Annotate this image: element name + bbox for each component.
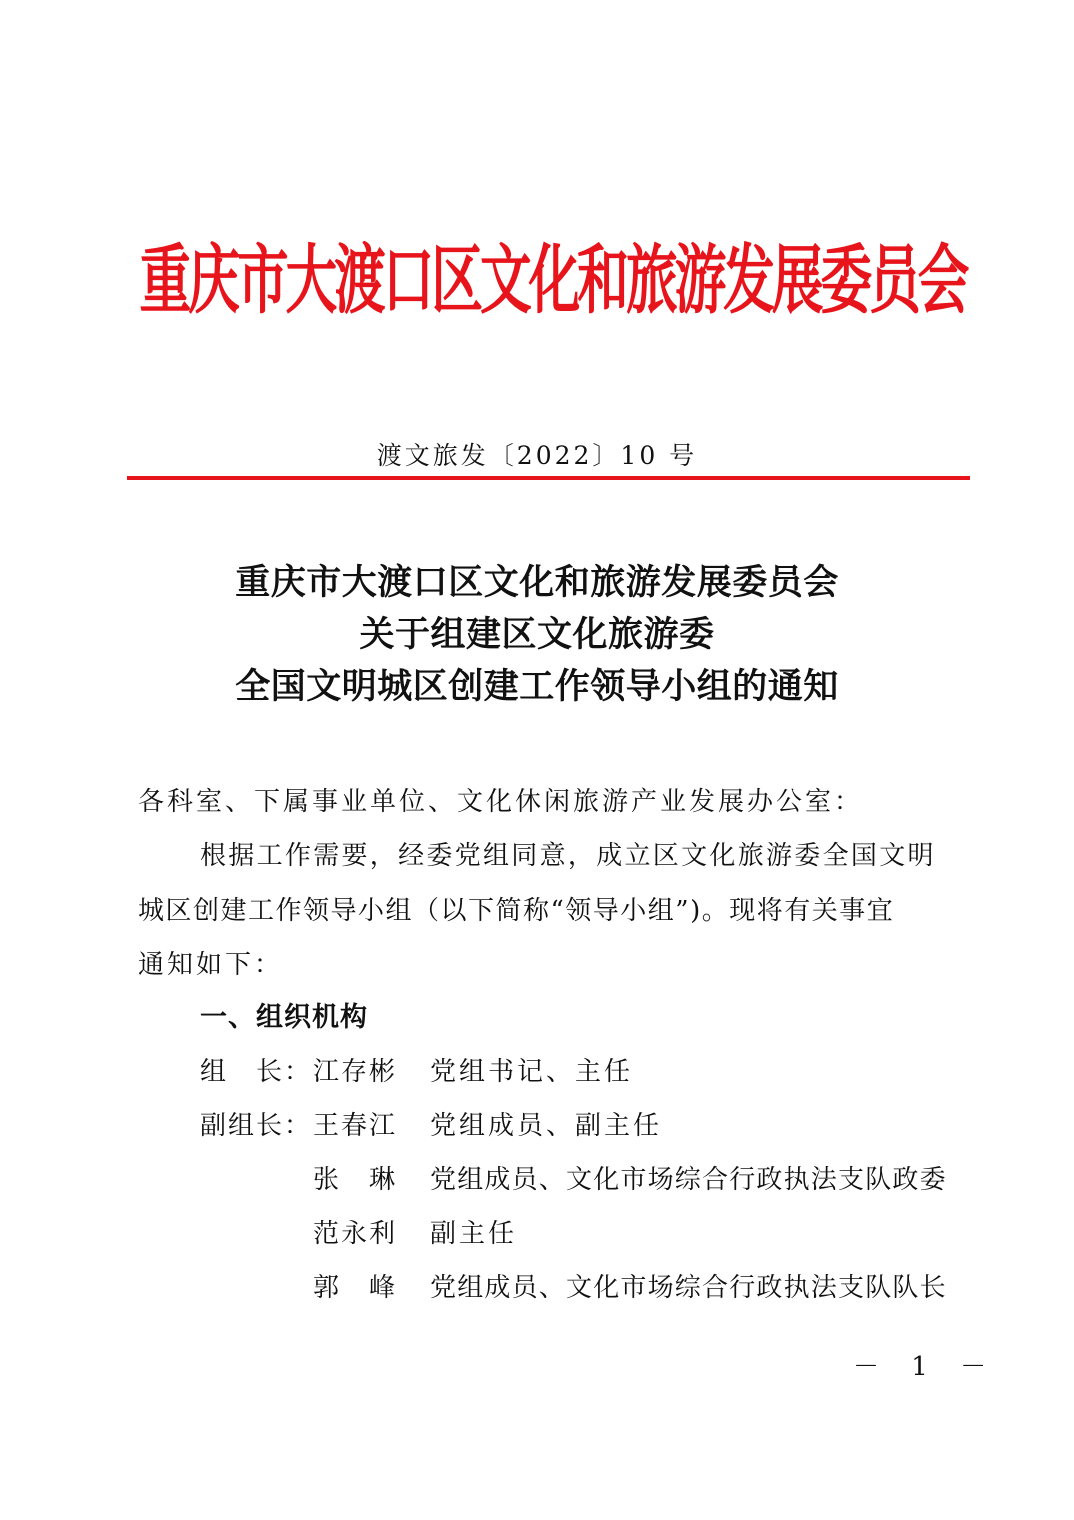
paragraph-line-1: 根据工作需要，经委党组同意，成立区文化旅游委全国文明 [200, 841, 936, 871]
member-name: 江存彬 [313, 1057, 398, 1087]
member-role: 组 长： [200, 1057, 313, 1087]
document-title-line-1: 重庆市大渡口区文化和旅游发展委员会 [235, 563, 839, 603]
document-title-line-3: 全国文明城区创建工作领导小组的通知 [235, 667, 839, 707]
paragraph-line-3: 通知如下： [138, 950, 284, 980]
member-position: 党组书记、主任 [430, 1057, 634, 1087]
member-name: 张 琳 [313, 1165, 398, 1195]
member-row [200, 1160, 960, 1200]
member-row [200, 1214, 960, 1254]
member-row [200, 1106, 960, 1146]
member-name: 郭 峰 [313, 1273, 398, 1303]
member-row [200, 1268, 960, 1308]
section-heading-organization: 一、组织机构 [200, 1002, 368, 1033]
member-name: 范永利 [313, 1219, 398, 1249]
document-title [0, 557, 1074, 713]
page-number: － 1 － [853, 1352, 999, 1382]
member-name: 王春江 [313, 1111, 398, 1141]
member-role: 副组长： [200, 1111, 313, 1141]
document-title-line-2: 关于组建区文化旅游委 [359, 615, 715, 655]
member-position: 党组成员、文化市场综合行政执法支队政委 [430, 1165, 947, 1195]
addressee-line: 各科室、下属事业单位、文化休闲旅游产业发展办公室： [138, 787, 864, 817]
issuer-header-title: 重庆市大渡口区文化和旅游发展委员会 [139, 238, 967, 325]
member-row [200, 1052, 960, 1092]
red-divider-line [127, 476, 970, 480]
member-position: 副主任 [430, 1219, 518, 1249]
paragraph-line-2: 城区创建工作领导小组（以下简称“领导小组”)。现将有关事宜 [138, 896, 895, 926]
member-position: 党组成员、文化市场综合行政执法支队队长 [430, 1273, 947, 1303]
document-number: 渡文旅发〔2022〕10 号 [376, 441, 698, 470]
member-position: 党组成员、副主任 [430, 1111, 663, 1141]
